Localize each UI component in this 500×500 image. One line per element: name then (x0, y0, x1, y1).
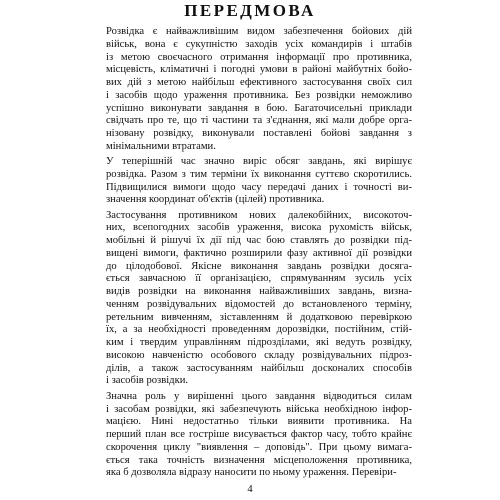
page-title: ПЕРЕДМОВА (184, 1, 316, 20)
text-line: і засобам розвідки, які забезпечують війська необхідною інфор- (106, 403, 412, 415)
text-line: до цілодобової. Якісне виконання завдань розвідки досяга- (106, 260, 412, 272)
text-line: розвідка. Разом з тим терміни їх виконання суттєво скоротились. (106, 168, 412, 180)
page-number: 4 (247, 484, 253, 495)
paragraph (92, 391, 412, 480)
text-line: місцевість, кліматичні і погодні умови в районі майбутніх бойо- (106, 64, 412, 76)
text-line: ким і твердим управлінням підрозділами, які ведуть розвідку, (106, 337, 412, 349)
text-line: У теперішній час значно виріс обсяг завдань, які вирішує (106, 156, 412, 168)
paragraph (92, 26, 412, 154)
text-line: мобільні й рішучі їх дії під час бою ставлять до розвідки під- (106, 235, 412, 247)
text-line: свідчать про те, що ті частини та з'єднання, які мали добре орга- (106, 115, 412, 127)
text-line: вищені вимоги, фактично розширили фазу активної дії розвідки (106, 247, 412, 259)
paragraph (92, 156, 412, 207)
text-line: успішно виконувати завдання в бою. Багаточисельні приклади (106, 102, 412, 114)
text-line: мінімальними втратами. (106, 140, 216, 152)
text-line: значення координат об'єктів (цілей) противника. (106, 194, 325, 206)
text-line: Значна роль у вирішенні цього завдання відводиться силам (106, 390, 412, 402)
text-line: їх, а за необхідності проведенням дорозвідки, постійним, стій- (106, 324, 412, 336)
text-line: нізовану розвідку, виконували поставлені бойові завдання з (106, 128, 412, 139)
paragraph (92, 210, 412, 389)
text-line: ділів, а також застосуванням найбільш досконалих способів (106, 362, 412, 374)
text-line: ється завчасною її організацією, спрямуванням зусиль усіх (106, 273, 412, 285)
text-line: яка б дозволяла відразу наносити по ньому ураження. Перевіри- (106, 467, 397, 479)
text-line: і засобів щодо ураження противника. Без розвідки неможливо (106, 89, 412, 101)
document-body (92, 26, 412, 483)
text-line: і засобів розвідки. (106, 375, 189, 387)
text-line: військ, вона є сукупністю заходів усіх командирів і штабів (106, 38, 412, 50)
text-line: із метою своєчасного отримання інформації про противника, (106, 51, 412, 63)
text-line: ретельним вивченням, зіставленням й додатковою перевіркою (106, 311, 412, 323)
text-line: перший план все гостріше висувається фактор часу, тобто крайнє (106, 429, 412, 441)
text-line: Розвідка є найважливішим видом забезпечення бойових дій (106, 26, 412, 37)
text-line: вих дій з метою найбільш ефективного застосування своїх сил (106, 77, 412, 88)
text-line: Застосування противником нових далекобійних, високоточ- (106, 209, 412, 221)
text-line: ється така точність визначення місцеположення противника, (106, 454, 412, 466)
text-line: видів розвідки на виконання найважливіших завдань, визна- (106, 286, 412, 298)
text-line: ченням розвідувальних відомостей до встановленого терміну, (106, 298, 412, 310)
text-line: них, всепогодних засобів ураження, висока рухомість військ, (106, 222, 412, 234)
text-line: мацією. Нині недостатньо тільки виявити противника. На (106, 416, 412, 428)
text-line: Підвищилися вимоги щодо часу передачі даних і точності ви- (106, 181, 412, 193)
text-line: високою навченістю особового складу розвідувальних підроз- (106, 349, 412, 361)
text-line: скорочення циклу "виявлення – доповідь". При цьому вимага- (106, 441, 412, 453)
